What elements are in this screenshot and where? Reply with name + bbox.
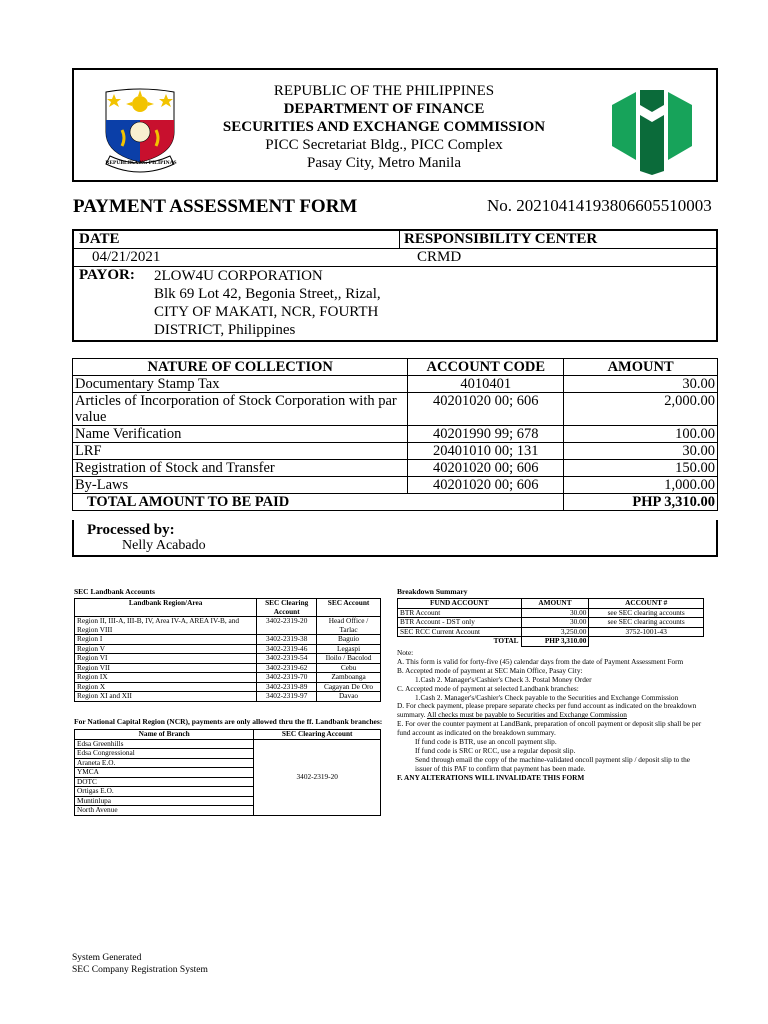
- cell-account-no: see SEC clearing accounts: [589, 608, 704, 618]
- col-amount: AMOUNT: [521, 599, 589, 609]
- cell-nature: Articles of Incorporation of Stock Corporation with par value: [73, 393, 408, 426]
- breakdown-total-row: [398, 637, 704, 647]
- notes: [397, 649, 707, 783]
- col-account-no: ACCOUNT #: [589, 599, 704, 609]
- table-row: [73, 393, 718, 426]
- cell-account-no: 3752-1001-43: [589, 627, 704, 637]
- cell-clearing: 3402-2319-89: [257, 682, 317, 692]
- cell-account: Davao: [317, 692, 381, 702]
- cell-code: 40201020 00; 606: [408, 460, 564, 477]
- cell-branch: Ortigas E.O.: [75, 787, 254, 797]
- processed-name: Nelly Acabado: [122, 538, 206, 553]
- col-branch: Name of Branch: [75, 730, 254, 740]
- cell-amount: 3,250.00: [521, 627, 589, 637]
- payor-details: [154, 267, 381, 339]
- cell-account: Iloilo / Bacolod: [317, 654, 381, 664]
- divider: [399, 231, 400, 248]
- cell-fund: BTR Account: [398, 608, 522, 618]
- cell-clearing: 3402-2319-62: [257, 663, 317, 673]
- cell-nature: Registration of Stock and Transfer: [73, 460, 408, 477]
- cell-clearing: 3402-2319-54: [257, 654, 317, 664]
- cell-branch: Araneta E.O.: [75, 758, 254, 768]
- note-f: F. ANY ALTERATIONS WILL INVALIDATE THIS FORM: [397, 772, 585, 782]
- landbank-title: SEC Landbank Accounts: [74, 587, 155, 596]
- form-title: PAYMENT ASSESSMENT FORM: [73, 196, 358, 217]
- total-value: PHP 3,310.00: [564, 494, 718, 511]
- cell-code: 40201990 99; 678: [408, 426, 564, 443]
- col-amount: AMOUNT: [564, 359, 718, 376]
- cell-nature: By-Laws: [73, 477, 408, 494]
- cell-code: 4010401: [408, 376, 564, 393]
- total-label: TOTAL AMOUNT TO BE PAID: [73, 494, 564, 511]
- table-row: [73, 477, 718, 494]
- note-d-underlined: All checks must be payable to Securities and Exchange Commission: [426, 710, 627, 720]
- cell-amount: 1,000.00: [564, 477, 718, 494]
- payor-address-1: Blk 69 Lot 42, Begonia Street,, Rizal,: [154, 286, 381, 302]
- cell-clearing: 3402-2319-20: [254, 739, 381, 815]
- table-row: [73, 376, 718, 393]
- cell-code: 40201020 00; 606: [408, 477, 564, 494]
- cell-fund: SEC RCC Current Account: [398, 627, 522, 637]
- cell-clearing: 3402-2319-20: [257, 617, 317, 635]
- cell-clearing: 3402-2319-97: [257, 692, 317, 702]
- breakdown-total-value: PHP 3,310.00: [521, 637, 589, 647]
- col-account: SEC Account: [317, 599, 381, 617]
- note-d: [397, 702, 707, 720]
- header-line-republic: REPUBLIC OF THE PHILIPPINES: [273, 83, 495, 99]
- rc-value: CRMD: [417, 249, 462, 265]
- header-line-commission: SECURITIES AND EXCHANGE COMMISSION: [222, 119, 546, 135]
- cell-region: Region VI: [75, 654, 257, 664]
- cell-fund: BTR Account - DST only: [398, 618, 522, 628]
- cell-branch: DOTC: [75, 777, 254, 787]
- table-row: [398, 618, 704, 628]
- cell-branch: Edsa Congressional: [75, 749, 254, 759]
- breakdown-table: [397, 598, 704, 647]
- cell-amount: 30.00: [564, 376, 718, 393]
- cell-account: Head Office / Tarlac: [317, 617, 381, 635]
- header-line-building: PICC Secretariat Bldg., PICC Complex: [265, 137, 503, 153]
- cell-amount: 150.00: [564, 460, 718, 477]
- cell-code: 20401010 00; 131: [408, 443, 564, 460]
- breakdown-total-label: TOTAL: [398, 637, 522, 647]
- table-row: [75, 635, 381, 645]
- cell-amount: 30.00: [564, 443, 718, 460]
- note-c: C. Accepted mode of payment at selected Landbank branches:: [397, 683, 579, 693]
- total-row: [73, 494, 718, 511]
- landbank-header-row: [75, 599, 381, 617]
- breakdown-header-row: [398, 599, 704, 609]
- col-nature: NATURE OF COLLECTION: [73, 359, 408, 376]
- note-a: A. This form is valid for forty-five (45) calendar days from the date of Payment Assessment Form: [397, 656, 684, 666]
- table-row: [75, 654, 381, 664]
- cell-region: Region I: [75, 635, 257, 645]
- cell-nature: Documentary Stamp Tax: [73, 376, 408, 393]
- payor-name: 2LOW4U CORPORATION: [154, 268, 323, 284]
- table-row: [75, 692, 381, 702]
- table-row: [75, 673, 381, 683]
- cell-nature: LRF: [73, 443, 408, 460]
- cell-branch: North Avenue: [75, 806, 254, 816]
- footer-line-2: SEC Company Registration System: [72, 965, 208, 975]
- cell-account: Zamboanga: [317, 673, 381, 683]
- note-e2: If fund code is SRC or RCC, use a regular deposit slip.: [415, 745, 576, 755]
- seal-text: REPUBLIKA NG PILIPINAS: [105, 160, 177, 166]
- payor-label: PAYOR:: [79, 267, 135, 283]
- header-line-department: DEPARTMENT OF FINANCE: [283, 101, 485, 117]
- table-row: [73, 460, 718, 477]
- note-title: Note:: [397, 648, 414, 657]
- breakdown-title: Breakdown Summary: [397, 587, 468, 596]
- rc-label: RESPONSIBILITY CENTER: [404, 231, 598, 247]
- header-text: [0, 82, 768, 172]
- cell-amount: 100.00: [564, 426, 718, 443]
- collection-header-row: [73, 359, 718, 376]
- ncr-header-row: [75, 730, 381, 740]
- col-clearing: SEC Clearing Account: [257, 599, 317, 617]
- form-number: No. 20210414193806605510003: [487, 196, 712, 215]
- processed-label: Processed by:: [87, 522, 175, 538]
- cell-branch: YMCA: [75, 768, 254, 778]
- cell-account: Baguio: [317, 635, 381, 645]
- cell-amount: 30.00: [521, 608, 589, 618]
- processed-box: [72, 520, 718, 557]
- table-row: [73, 443, 718, 460]
- cell-branch: Muntinlupa: [75, 796, 254, 806]
- cell-region: Region VII: [75, 663, 257, 673]
- cell-clearing: 3402-2319-70: [257, 673, 317, 683]
- cell-region: Region II, III-A, III-B, IV, Area IV-A, AREA IV-B, and Region VIII: [75, 617, 257, 635]
- payor-address-2: CITY OF MAKATI, NCR, FOURTH: [154, 304, 379, 320]
- ncr-title: For National Capital Region (NCR), payments are only allowed thru the ff. Landbank branches:: [74, 717, 383, 726]
- collection-table: [72, 358, 718, 511]
- date-value: 04/21/2021: [92, 249, 161, 265]
- payor-address-3: DISTRICT, Philippines: [154, 322, 296, 338]
- col-clearing: SEC Clearing Account: [254, 730, 381, 740]
- col-region: Landbank Region/Area: [75, 599, 257, 617]
- cell-account: Cebu: [317, 663, 381, 673]
- cell-code: 40201020 00; 606: [408, 393, 564, 426]
- cell-region: Region XI and XII: [75, 692, 257, 702]
- landbank-table: [74, 598, 381, 702]
- cell-amount: 30.00: [521, 618, 589, 628]
- info-box: [72, 229, 718, 342]
- footer-line-1: System Generated: [72, 953, 142, 963]
- cell-nature: Name Verification: [73, 426, 408, 443]
- table-row: [73, 426, 718, 443]
- cell-account: Cagayan De Oro: [317, 682, 381, 692]
- cell-region: Region V: [75, 644, 257, 654]
- ncr-table: [74, 729, 381, 816]
- date-label: DATE: [79, 231, 120, 247]
- note-e1: If fund code is BTR, use an oncoll payment slip.: [415, 737, 557, 747]
- note-c1: 1.Cash 2. Manager's/Cashier's Check payable to the Securities and Exchange Commission: [415, 692, 679, 702]
- note-e: E. For over the counter payment at LandBank, preparation of oncoll payment or deposit slip shall be per fund account as indicated on the breakdown summary.: [397, 719, 702, 738]
- footer: [72, 952, 208, 976]
- cell-region: Region IX: [75, 673, 257, 683]
- cell-amount: 2,000.00: [564, 393, 718, 426]
- note-e3: Send through email the copy of the machine-validated oncoll payment slip / deposit slip to the issuer of this PAF to confirm that payment has been made.: [415, 754, 690, 773]
- cell-branch: Edsa Greenhills: [75, 739, 254, 749]
- empty-cell: [589, 637, 704, 647]
- cell-clearing: 3402-2319-38: [257, 635, 317, 645]
- cell-region: Region X: [75, 682, 257, 692]
- header-line-city: Pasay City, Metro Manila: [306, 155, 461, 171]
- cell-account-no: see SEC clearing accounts: [589, 618, 704, 628]
- divider: [74, 248, 716, 249]
- cell-account: Legaspi: [317, 644, 381, 654]
- note-b1: 1.Cash 2. Manager's/Cashier's Check 3. Postal Money Order: [415, 674, 592, 684]
- col-code: ACCOUNT CODE: [408, 359, 564, 376]
- col-fund: FUND ACCOUNT: [398, 599, 522, 609]
- cell-clearing: 3402-2319-46: [257, 644, 317, 654]
- table-row: [75, 617, 381, 635]
- note-d-text: D. For check payment, please prepare separate checks per fund account as indicated on the breakdown summary.: [397, 701, 697, 720]
- note-b: B. Accepted mode of payment at SEC Main Office, Pasay City:: [397, 665, 583, 675]
